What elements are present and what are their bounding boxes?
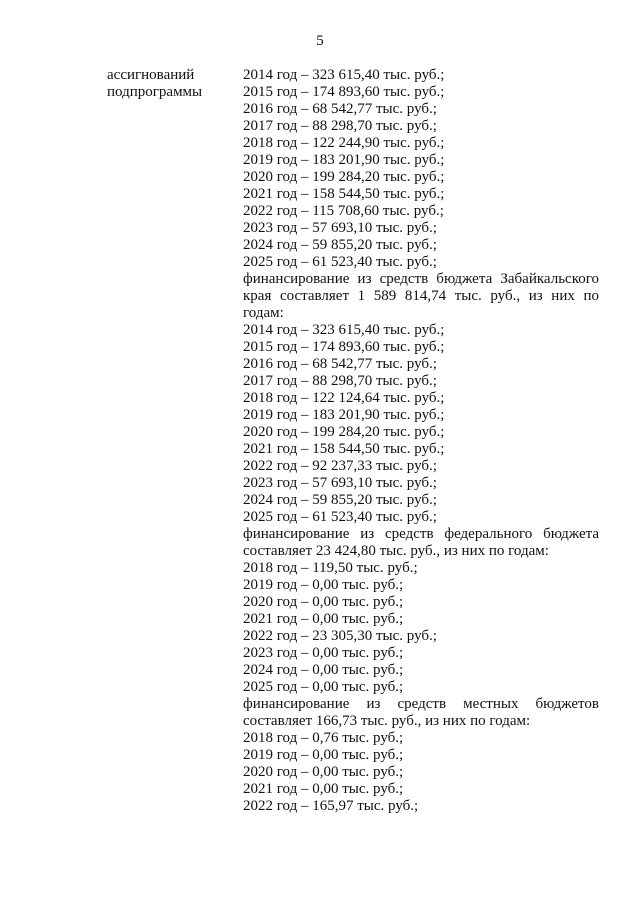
federal-budget-heading: финансирование из средств федерального бюджета составляет 23 424,80 тыс. руб., из них по годам:	[243, 526, 599, 559]
right-column-content	[243, 67, 599, 815]
year-line: 2014 год – 323 615,40 тыс. руб.;	[243, 322, 445, 338]
year-line: 2018 год – 122 124,64 тыс. руб.;	[243, 390, 445, 406]
year-line: 2019 год – 183 201,90 тыс. руб.;	[243, 407, 445, 423]
year-line: 2017 год – 88 298,70 тыс. руб.;	[243, 118, 437, 134]
year-line: 2017 год – 88 298,70 тыс. руб.;	[243, 373, 437, 389]
left-column-label	[107, 67, 237, 101]
year-line: 2018 год – 122 244,90 тыс. руб.;	[243, 135, 445, 151]
year-line: 2015 год – 174 893,60 тыс. руб.;	[243, 339, 445, 355]
year-line: 2014 год – 323 615,40 тыс. руб.;	[243, 67, 445, 83]
year-line: 2021 год – 0,00 тыс. руб.;	[243, 611, 404, 627]
page-number: 5	[316, 33, 324, 49]
year-line: 2025 год – 61 523,40 тыс. руб.;	[243, 509, 437, 525]
year-line: 2022 год – 165,97 тыс. руб.;	[243, 798, 419, 814]
section-federal-budget	[243, 526, 599, 696]
year-line: 2025 год – 0,00 тыс. руб.;	[243, 679, 404, 695]
year-line: 2016 год – 68 542,77 тыс. руб.;	[243, 101, 437, 117]
year-line: 2024 год – 59 855,20 тыс. руб.;	[243, 237, 437, 253]
year-line: 2020 год – 199 284,20 тыс. руб.;	[243, 169, 445, 185]
year-line: 2022 год – 23 305,30 тыс. руб.;	[243, 628, 437, 644]
year-line: 2015 год – 174 893,60 тыс. руб.;	[243, 84, 445, 100]
year-line: 2019 год – 0,00 тыс. руб.;	[243, 747, 404, 763]
year-line: 2020 год – 199 284,20 тыс. руб.;	[243, 424, 445, 440]
regional-budget-heading: финансирование из средств бюджета Забайкальского края составляет 1 589 814,74 тыс. руб., из них по годам:	[243, 271, 599, 321]
year-line: 2018 год – 119,50 тыс. руб.;	[243, 560, 418, 576]
left-label-line-1: ассигнований	[107, 67, 195, 83]
year-line: 2021 год – 158 544,50 тыс. руб.;	[243, 441, 445, 457]
year-line: 2020 год – 0,00 тыс. руб.;	[243, 764, 404, 780]
year-line: 2019 год – 0,00 тыс. руб.;	[243, 577, 404, 593]
year-line: 2018 год – 0,76 тыс. руб.;	[243, 730, 404, 746]
year-line: 2019 год – 183 201,90 тыс. руб.;	[243, 152, 445, 168]
year-line: 2023 год – 57 693,10 тыс. руб.;	[243, 475, 437, 491]
section-regional-budget	[243, 271, 599, 526]
year-line: 2025 год – 61 523,40 тыс. руб.;	[243, 254, 437, 270]
year-line: 2016 год – 68 542,77 тыс. руб.;	[243, 356, 437, 372]
local-budgets-heading: финансирование из средств местных бюджетов составляет 166,73 тыс. руб., из них по годам:	[243, 696, 599, 729]
year-line: 2021 год – 158 544,50 тыс. руб.;	[243, 186, 445, 202]
year-line: 2023 год – 0,00 тыс. руб.;	[243, 645, 404, 661]
year-line: 2021 год – 0,00 тыс. руб.;	[243, 781, 404, 797]
section-local-budgets	[243, 696, 599, 815]
section-total-by-year	[243, 67, 599, 271]
year-line: 2024 год – 0,00 тыс. руб.;	[243, 662, 404, 678]
year-line: 2022 год – 115 708,60 тыс. руб.;	[243, 203, 444, 219]
year-line: 2020 год – 0,00 тыс. руб.;	[243, 594, 404, 610]
year-line: 2023 год – 57 693,10 тыс. руб.;	[243, 220, 437, 236]
year-line: 2024 год – 59 855,20 тыс. руб.;	[243, 492, 437, 508]
left-label-line-2: подпрограммы	[107, 84, 203, 100]
year-line: 2022 год – 92 237,33 тыс. руб.;	[243, 458, 437, 474]
